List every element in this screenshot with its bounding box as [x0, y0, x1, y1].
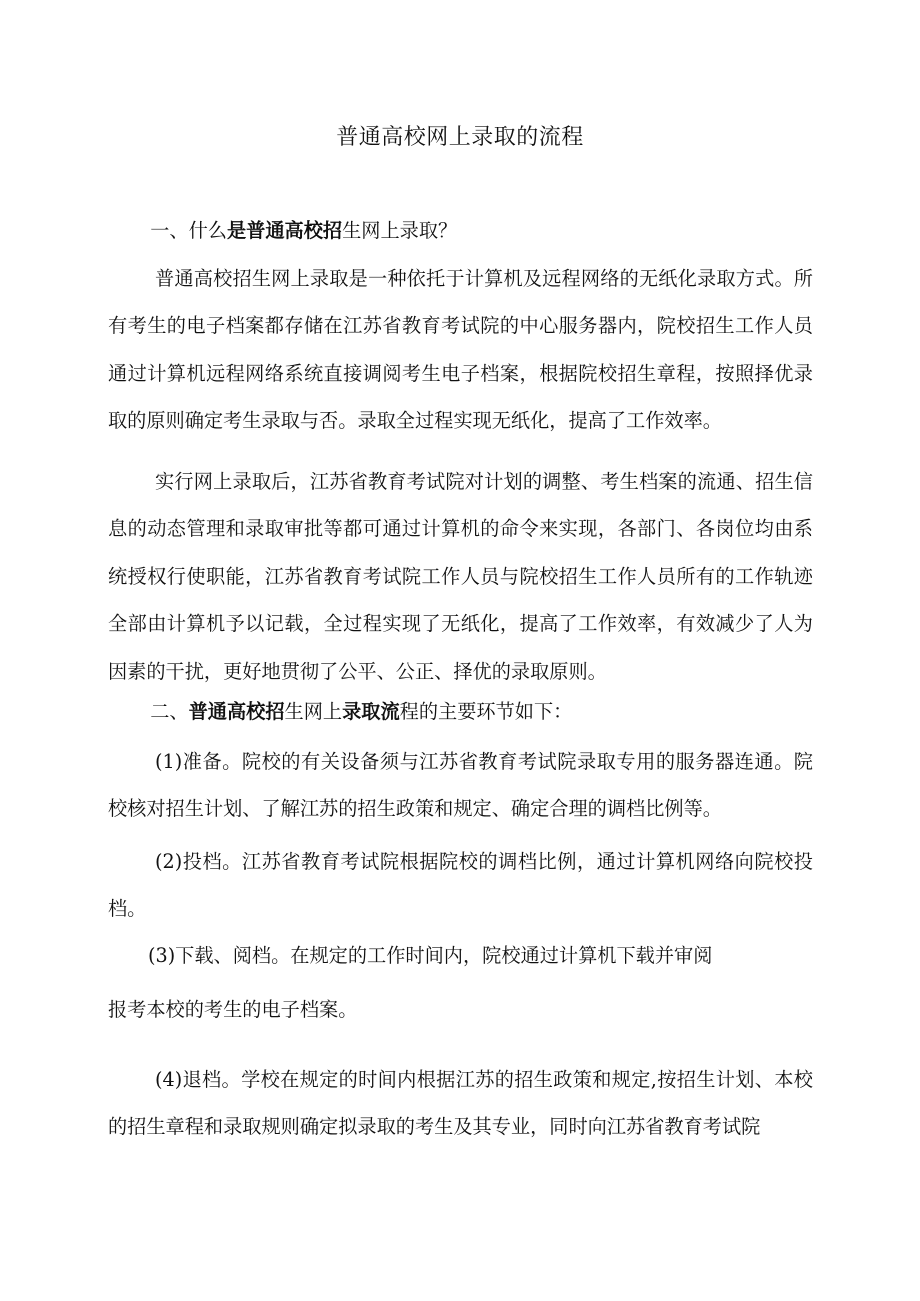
section-heading-2: [108, 697, 813, 727]
list-item-3-line-1: (3)下载、阅档。在规定的工作时间内，院校通过计算机下载并审阅: [148, 944, 713, 967]
list-item-2: (2)投档。江苏省教育考试院根据院校的调档比例，通过计算机网络向院校投档。: [108, 850, 813, 921]
section-heading-2-bold-1: 普通高校招: [188, 700, 285, 723]
section-heading-2-bold-2: 录取流: [342, 700, 400, 723]
paragraph-1: 普通高校招生网上录取是一种依托于计算机及远程网络的无纸化录取方式。所有考生的电子档案都存储在江苏省教育考试院的中心服务器内，院校招生工作人员通过计算机远程网络系统直接调阅考生电子档案，根据院校招生章程，按照择优录取的原则确定考生录取与否。录取全过程实现无纸化，提高了工作效率。: [108, 267, 813, 433]
list-item-3-line-2: 报考本校的考生的电子档案。: [108, 998, 358, 1021]
section-heading-1-suffix: 生网上录取？: [342, 219, 458, 242]
section-heading-2-prefix: 二、: [150, 700, 189, 723]
document-title: 普通高校网上录取的流程: [336, 125, 584, 150]
paragraph-2: 实行网上录取后，江苏省教育考试院对计划的调整、考生档案的流通、招生信息的动态管理和录取审批等都可通过计算机的命令来实现，各部门、各岗位均由系统授权行使职能，江苏省教育考试院工作人员与院校招生工作人员所有的工作轨迹全部由计算机予以记载，全过程实现了无纸化，提高了工作效率，有效减少了人为因素的干扰，更好地贯彻了公平、公正、择优的录取原则。: [108, 470, 813, 683]
list-item-1: (1)准备。院校的有关设备须与江苏省教育考试院录取专用的服务器连通。院校核对招生计划、了解江苏的招生政策和规定、确定合理的调档比例等。: [108, 750, 813, 821]
section-heading-1-bold: 是普通高校招: [226, 219, 343, 242]
section-heading-1: [108, 216, 813, 246]
section-heading-2-suffix: 程的主要环节如下：: [399, 700, 573, 723]
section-heading-2-mid: 生网上: [284, 700, 343, 723]
section-heading-1-prefix: 一、什么: [150, 219, 227, 242]
list-item-4: (4)退档。学校在规定的时间内根据江苏的招生政策和规定,按招生计划、本校的招生章程和录取规则确定拟录取的考生及其专业，同时向江苏省教育考试院: [108, 1068, 813, 1139]
